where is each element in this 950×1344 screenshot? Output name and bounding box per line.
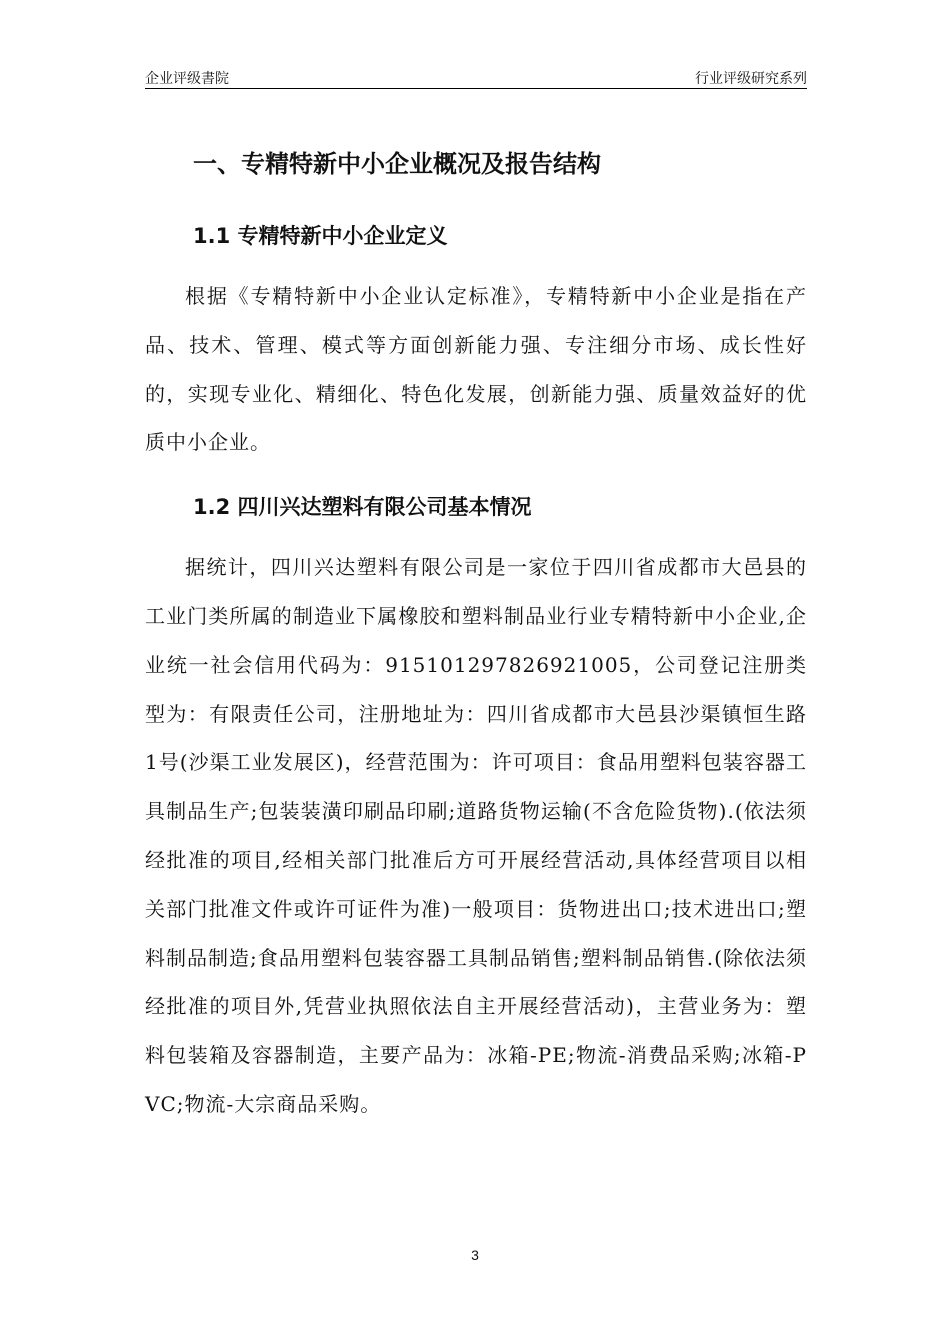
document-body: [145, 140, 807, 1129]
definition-paragraph: 根据《专精特新中小企业认定标准》，专精特新中小企业是指在产品、技术、管理、模式等方面创新能力强、专注细分市场、成长性好的，实现专业化、精细化、特色化发展，创新能力强、质量效益好的优质中小企业。: [145, 284, 807, 455]
section-title: 一、专精特新中小企业概况及报告结构: [193, 150, 601, 178]
page-header: [145, 64, 807, 89]
company-paragraph: 据统计，四川兴达塑料有限公司是一家位于四川省成都市大邑县的工业门类所属的制造业下属橡胶和塑料制品业行业专精特新中小企业,企业统一社会信用代码为：915101297826921005，公司登记注册类型为：有限责任公司，注册地址为：四川省成都市大邑县沙渠镇恒生路1号(沙渠工业发展区)，经营范围为：许可项目：食品用塑料包装容器工具制品生产;包装装潢印刷品印刷;道路货物运输(不含危险货物).(依法须经批准的项目,经相关部门批准后方可开展经营活动,具体经营项目以相关部门批准文件或许可证件为准)一般项目：货物进出口;技术进出口;塑料制品制造;食品用塑料包装容器工具制品销售;塑料制品销售.(除依法须经批准的项目外,凭营业执照依法自主开展经营活动)，主营业务为：塑料包装箱及容器制造，主要产品为：冰箱-PE;物流-消费品采购;冰箱-PVC;物流-大宗商品采购。: [145, 555, 807, 1116]
header-right-text: 行业评级研究系列: [695, 71, 807, 87]
subsection-title-definition: 1.1 专精特新中小企业定义: [193, 224, 448, 248]
header-left-text: 企业评级書院: [145, 71, 229, 87]
subsection-title-company: 1.2 四川兴达塑料有限公司基本情况: [193, 495, 532, 520]
page-number: 3: [471, 1247, 479, 1263]
